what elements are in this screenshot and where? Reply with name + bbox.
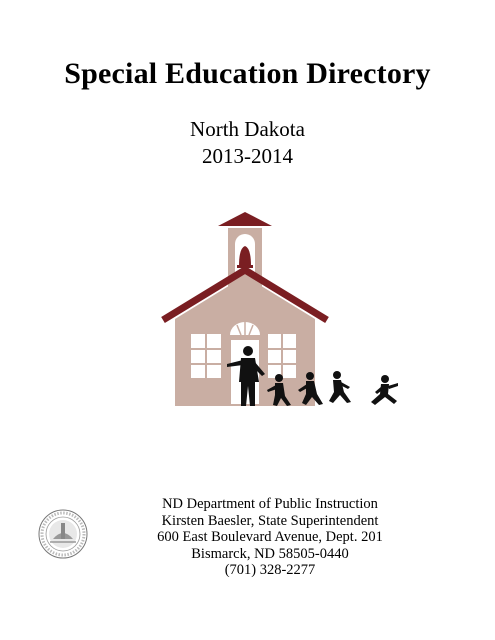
street-address: 600 East Boulevard Avenue, Dept. 201 <box>157 529 383 545</box>
left-window <box>191 334 221 378</box>
page-title: Special Education Directory <box>64 57 431 90</box>
state-seal-icon <box>38 509 88 559</box>
phone-number: (701) 328-2277 <box>224 562 316 578</box>
department-name: ND Department of Public Instruction <box>162 496 378 512</box>
school-year: 2013-2014 <box>202 144 293 168</box>
right-window <box>268 334 296 378</box>
child-silhouette-3 <box>329 371 351 403</box>
tower-roof <box>218 212 272 226</box>
contact-block <box>120 496 420 579</box>
state-name: North Dakota <box>190 117 305 141</box>
schoolhouse-illustration <box>155 204 415 419</box>
superintendent-name: Kirsten Baesler, State Superintendent <box>161 512 379 529</box>
city-state-zip: Bismarck, ND 58505-0440 <box>191 545 349 562</box>
child-silhouette-4 <box>371 375 398 405</box>
